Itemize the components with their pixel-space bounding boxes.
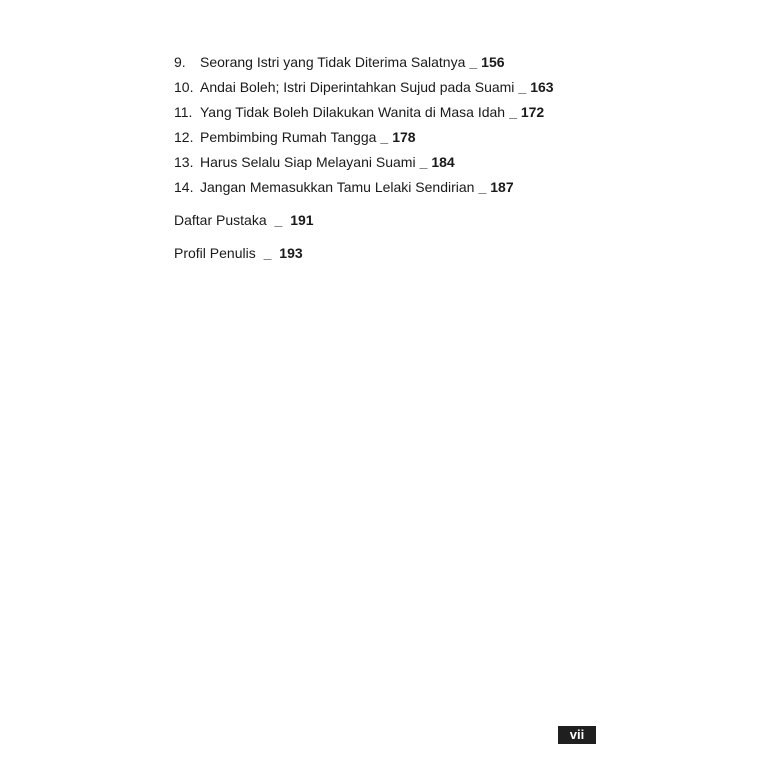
toc-entry [174,150,614,175]
toc-entry-number: 11. [174,104,193,120]
toc-entry-number: 12. [174,129,194,145]
toc-entry-title: Seorang Istri yang Tidak Diterima Salatnya [200,54,466,70]
toc-entry-separator: _ [419,154,428,170]
toc-entry-separator: _ [380,129,389,145]
toc-entry-separator: _ [469,54,478,70]
toc-entry-title: Pembimbing Rumah Tangga [200,129,377,145]
toc-entry [174,125,614,150]
toc-entry-separator: _ [478,179,487,195]
toc-entry [174,75,614,100]
toc-back-matter-entry [174,241,614,266]
toc-back-matter-entry [174,208,614,233]
table-of-contents [174,50,614,266]
toc-entry-separator: _ [274,212,283,228]
toc-entry-number: 9. [174,54,186,70]
toc-entry-separator: _ [263,245,272,261]
toc-entry [174,50,614,75]
toc-entry-title: Daftar Pustaka [174,212,267,228]
toc-entry-page: 172 [520,104,545,120]
toc-entry-title: Jangan Memasukkan Tamu Lelaki Sendirian [200,179,475,195]
toc-entry-title: Profil Penulis [174,245,256,261]
toc-entry-page: 163 [530,79,554,95]
toc-entry-separator: _ [509,104,517,120]
toc-entry-number: 10. [174,79,194,95]
toc-entry-number: 13. [174,154,194,170]
toc-entry-title: Yang Tidak Boleh Dilakukan Wanita di Masa Idah [200,104,506,120]
toc-entry-number: 14. [174,179,194,195]
toc-entry [174,175,614,200]
toc-entry [174,100,614,125]
toc-entry-page: 187 [490,179,514,195]
toc-entry-title: Andai Boleh; Istri Diperintahkan Sujud pada Suami [200,79,515,95]
toc-entry-page: 156 [481,54,505,70]
toc-entry-title: Harus Selalu Siap Melayani Suami [200,154,416,170]
page-number-badge: vii [558,726,596,744]
toc-entry-page: 193 [279,245,303,261]
toc-entry-page: 184 [431,154,455,170]
toc-entry-separator: _ [518,79,527,95]
toc-entry-page: 178 [392,129,416,145]
toc-entry-page: 191 [290,212,314,228]
